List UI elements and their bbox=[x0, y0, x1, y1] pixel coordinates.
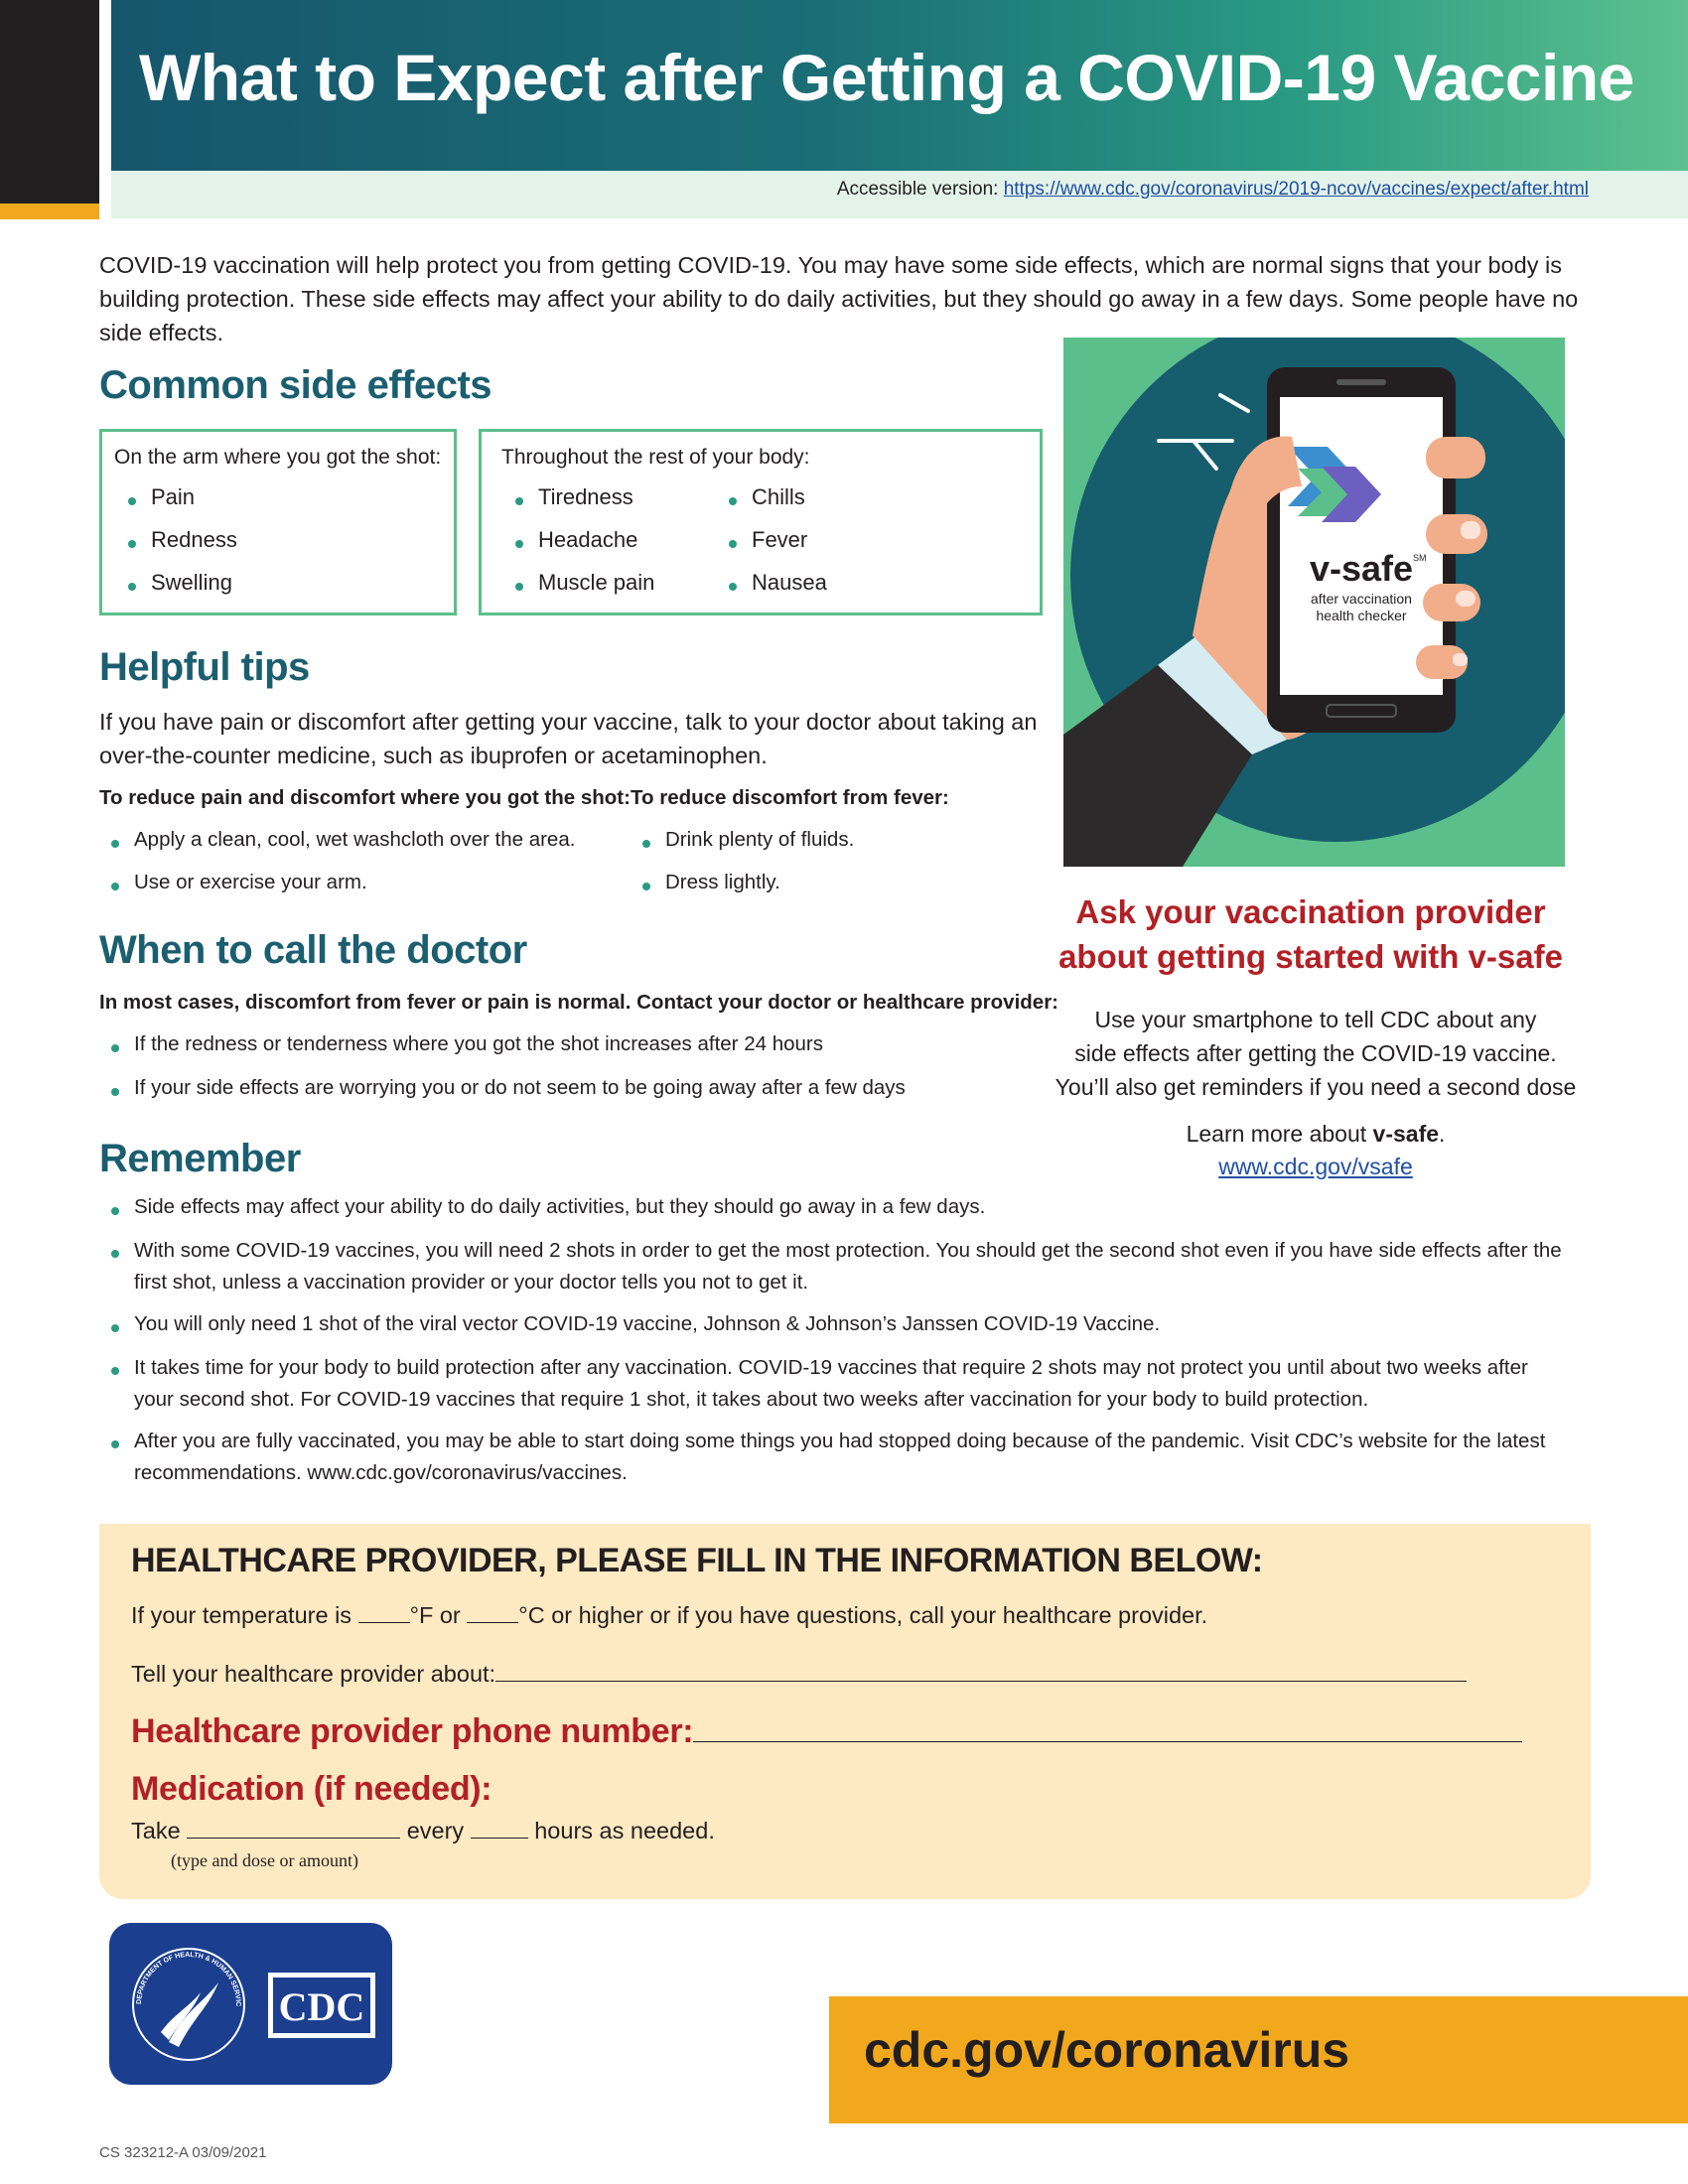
phone-number-label: Healthcare provider phone number: bbox=[131, 1712, 694, 1750]
call-doctor-intro: In most cases, discomfort from fever or pain is normal. Contact your doctor or healthcare provider: bbox=[99, 991, 1058, 1014]
list-item: It takes time for your body to build protection after any vaccination. COVID-19 vaccines that require 2 shots may not protect you until about two weeks after your second shot. For COVID-19 vaccines that require 1 shot, it takes about two weeks after vaccination for your body to build protection. bbox=[134, 1356, 1528, 1411]
list-item: Muscle pain bbox=[538, 570, 655, 595]
bullet-icon bbox=[729, 540, 737, 548]
document-code: CS 323212-A 03/09/2021 bbox=[99, 2144, 267, 2161]
temperature-line bbox=[131, 1601, 1207, 1629]
vsafe-tm: SM bbox=[1413, 553, 1427, 563]
vsafe-cta bbox=[1023, 889, 1599, 979]
list-item: Chills bbox=[752, 484, 805, 509]
bullet-icon bbox=[111, 883, 119, 890]
pain-tips-title: To reduce pain and discomfort where you got the shot: bbox=[99, 786, 631, 809]
bullet-icon bbox=[111, 1440, 119, 1448]
tell-provider-label: Tell your healthcare provider about: bbox=[131, 1661, 496, 1687]
list-item: If your side effects are worrying you or do not seem to be going away after a few days bbox=[134, 1076, 906, 1099]
list-item: Redness bbox=[151, 527, 237, 552]
intro-paragraph: COVID-19 vaccination will help protect you from getting COVID-19. You may have some side effects, which are normal signs that your body is building protection. These side effects may affect your ability to do daily activities, but they should go away in a few days. Some people have no side effects. bbox=[99, 252, 1579, 345]
tell-provider-line bbox=[131, 1660, 1467, 1688]
list-item: Dress lightly. bbox=[665, 871, 780, 893]
list-item: Nausea bbox=[752, 570, 827, 595]
cdc-logo-graphic bbox=[109, 1923, 392, 2085]
footer-url[interactable]: cdc.gov/coronavirus bbox=[864, 2022, 1350, 2078]
temp-text-b: °F or bbox=[409, 1602, 461, 1628]
list-item: Apply a clean, cool, wet washcloth over the area. bbox=[134, 828, 576, 851]
take-label: Take bbox=[131, 1818, 181, 1843]
bullet-icon bbox=[642, 840, 650, 848]
every-label: every bbox=[406, 1818, 465, 1843]
bullet-icon bbox=[515, 583, 523, 591]
list-item: Drink plenty of fluids. bbox=[665, 828, 855, 851]
bullet-icon bbox=[111, 1207, 119, 1215]
vsafe-learn-suffix: . bbox=[1439, 1121, 1446, 1147]
bullet-icon bbox=[111, 1367, 119, 1375]
bullet-icon bbox=[111, 840, 119, 848]
vsafe-logo-text: v-safe bbox=[1309, 548, 1414, 589]
bullet-icon bbox=[642, 883, 650, 890]
call-doctor-heading: When to call the doctor bbox=[99, 928, 527, 972]
helpful-tips-text: If you have pain or discomfort after getting your vaccine, talk to your doctor about taking an over-the-counter medicine, such as ibuprofen or acetaminophen. bbox=[99, 709, 1038, 768]
temp-text-a: If your temperature is bbox=[131, 1602, 352, 1628]
cdc-logo-text: CDC bbox=[278, 1984, 365, 2029]
medication-dose-blank[interactable] bbox=[187, 1817, 400, 1839]
phone-hand-illustration bbox=[1063, 338, 1565, 867]
bullet-icon bbox=[515, 497, 523, 505]
list-item: With some COVID-19 vaccines, you will need 2 shots in order to get the most protection. You should get the second shot even if you have side effects after the first shot, unless a vaccination provider or your doctor tells you not to get it. bbox=[134, 1239, 1562, 1294]
vsafe-body-line-1: Use your smartphone to tell CDC about any bbox=[1094, 1007, 1537, 1032]
helpful-tips-heading: Helpful tips bbox=[99, 645, 310, 689]
vsafe-learn-bold: v-safe bbox=[1372, 1121, 1440, 1147]
header-dark-block bbox=[0, 0, 99, 204]
svg-text:DEPARTMENT OF HEALTH & HUMAN S bbox=[109, 1923, 241, 2006]
list-item: Side effects may affect your ability to do daily activities, but they should go away in a few days. bbox=[134, 1195, 986, 1218]
bullet-icon bbox=[729, 583, 737, 591]
list-item: Tiredness bbox=[538, 484, 633, 509]
temp-text-c: °C or higher or if you have questions, call your healthcare provider. bbox=[518, 1602, 1208, 1628]
header-gold-accent bbox=[0, 204, 99, 219]
list-item: Swelling bbox=[151, 570, 232, 595]
body-box-title: Throughout the rest of your body: bbox=[501, 446, 810, 469]
dose-note: (type and dose or amount) bbox=[171, 1850, 358, 1870]
bullet-icon bbox=[111, 1324, 119, 1332]
arm-box-title: On the arm where you got the shot: bbox=[114, 446, 442, 469]
bullet-icon bbox=[111, 1250, 119, 1258]
phone-number-line bbox=[131, 1712, 1522, 1751]
vsafe-tagline-2: health checker bbox=[1316, 608, 1407, 623]
accessible-label: Accessible version: bbox=[836, 179, 999, 200]
bullet-icon bbox=[128, 497, 136, 505]
tell-provider-blank[interactable] bbox=[495, 1660, 1467, 1682]
hhs-seal-text: DEPARTMENT OF HEALTH & HUMAN SERVIC bbox=[135, 1951, 242, 2007]
take-line bbox=[131, 1817, 715, 1844]
bullet-icon bbox=[128, 540, 136, 548]
hhs-cdc-logo bbox=[109, 1923, 392, 2085]
vsafe-link[interactable]: www.cdc.gov/vsafe bbox=[1218, 1154, 1413, 1179]
bullet-icon bbox=[128, 583, 136, 591]
vsafe-tagline-1: after vaccination bbox=[1311, 591, 1412, 607]
list-item: You will only need 1 shot of the viral vector COVID-19 vaccine, Johnson & Johnson’s Janssen COVID-19 Vaccine. bbox=[134, 1312, 1161, 1335]
vsafe-body-line-3: You’ll also get reminders if you need a second dose bbox=[1055, 1074, 1577, 1100]
common-side-effects-heading: Common side effects bbox=[99, 363, 492, 407]
fahrenheit-blank[interactable] bbox=[358, 1601, 410, 1623]
healthcare-title: HEALTHCARE PROVIDER, PLEASE FILL IN THE INFORMATION BELOW: bbox=[131, 1542, 1263, 1579]
vsafe-cta-line-1: Ask your vaccination provider bbox=[1075, 893, 1546, 930]
phone-number-blank[interactable] bbox=[693, 1714, 1522, 1742]
medication-label: Medication (if needed): bbox=[131, 1770, 492, 1808]
celsius-blank[interactable] bbox=[467, 1601, 518, 1623]
list-item: If the redness or tenderness where you got the shot increases after 24 hours bbox=[134, 1032, 823, 1055]
remember-heading: Remember bbox=[99, 1137, 301, 1180]
vsafe-description bbox=[1043, 1003, 1589, 1104]
accessible-link[interactable]: https://www.cdc.gov/coronavirus/2019-ncov/vaccines/expect/after.html bbox=[1003, 179, 1589, 200]
bullet-icon bbox=[111, 1044, 119, 1052]
bullet-icon bbox=[515, 540, 523, 548]
list-item: Use or exercise your arm. bbox=[134, 871, 367, 893]
page-title: What to Expect after Getting a COVID-19 Vaccine bbox=[139, 41, 1634, 114]
list-item: Pain bbox=[151, 484, 196, 509]
fever-tips-title: To reduce discomfort from fever: bbox=[631, 786, 949, 809]
arm-side-effects-box bbox=[99, 429, 457, 615]
list-item: After you are fully vaccinated, you may be able to start doing some things you had stopped doing because of the pandemic. Visit CDC’s website for the latest recommendations. www.cdc.gov/coronavirus/vaccines. bbox=[134, 1430, 1546, 1484]
vsafe-body-line-2: side effects after getting the COVID-19 vaccine. bbox=[1074, 1040, 1557, 1066]
list-item: Fever bbox=[752, 527, 808, 552]
accessible-version bbox=[837, 179, 1589, 201]
hours-label: hours as needed. bbox=[534, 1818, 715, 1843]
vsafe-cta-line-2: about getting started with v-safe bbox=[1058, 938, 1563, 975]
bullet-icon bbox=[111, 1088, 119, 1096]
hhs-eagle-icon bbox=[169, 1982, 218, 2047]
vsafe-learn-more bbox=[1043, 1118, 1589, 1183]
list-item: Headache bbox=[538, 527, 638, 552]
vsafe-learn-prefix: Learn more about bbox=[1186, 1121, 1373, 1147]
body-side-effects-box bbox=[479, 429, 1043, 615]
bullet-icon bbox=[729, 497, 737, 505]
hours-blank[interactable] bbox=[471, 1817, 528, 1839]
vsafe-illustration bbox=[1063, 338, 1565, 867]
